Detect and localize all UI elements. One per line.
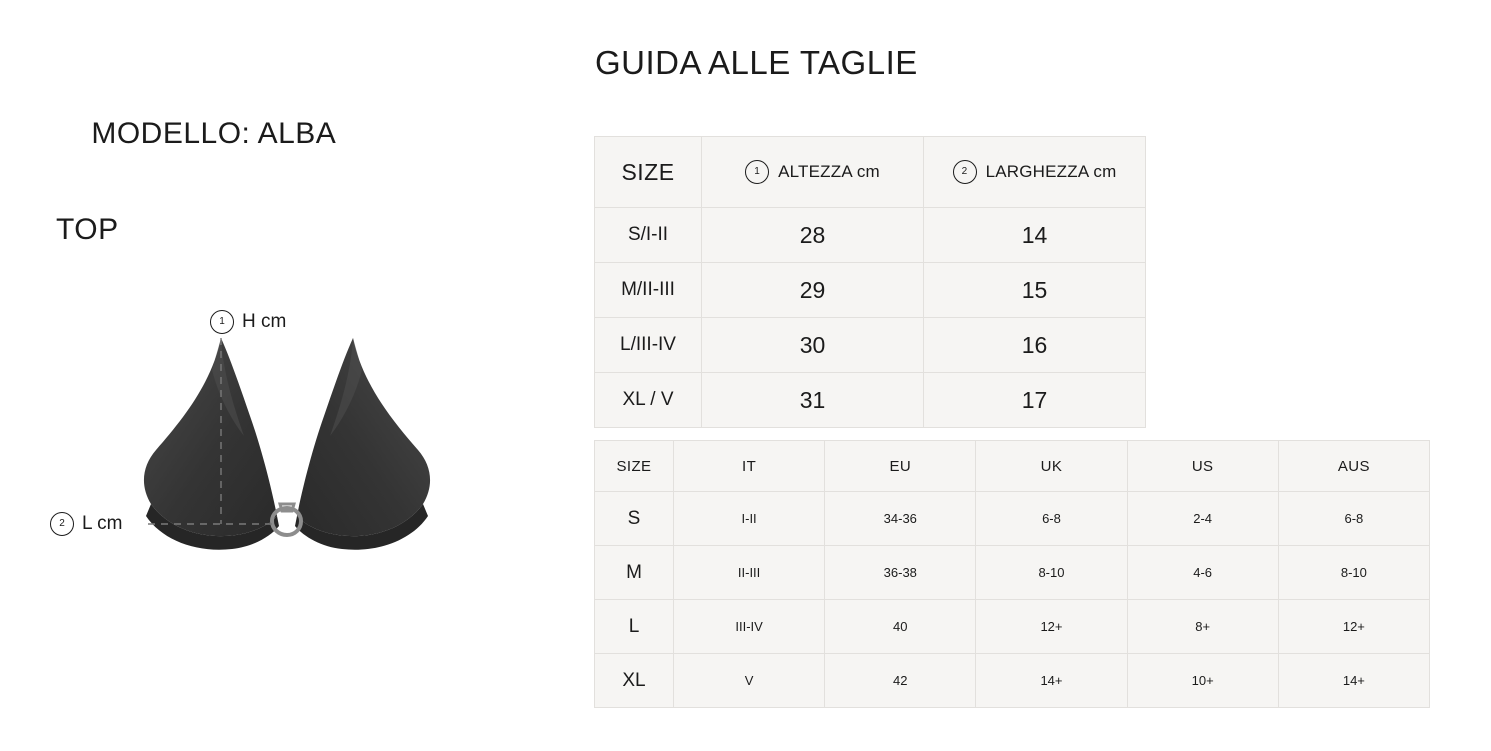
- header-marker-2-icon: 2: [953, 160, 977, 184]
- table-row: [595, 263, 1146, 318]
- header-size: SIZE: [595, 441, 674, 492]
- cell-it: I-II: [674, 492, 825, 546]
- cell-us: 10+: [1127, 654, 1278, 708]
- cell-altezza: 31: [702, 373, 924, 428]
- cell-altezza: 29: [702, 263, 924, 318]
- cell-us: 4-6: [1127, 546, 1278, 600]
- callout-width: [50, 512, 122, 536]
- cell-size: S: [595, 492, 674, 546]
- cell-aus: 12+: [1278, 600, 1429, 654]
- cell-size: L: [595, 600, 674, 654]
- left-cup: [144, 338, 277, 536]
- product-info-panel: [0, 0, 580, 751]
- cell-aus: 14+: [1278, 654, 1429, 708]
- cell-larghezza: 15: [924, 263, 1146, 318]
- cell-eu: 42: [825, 654, 976, 708]
- table-row: [595, 492, 1430, 546]
- cell-uk: 6-8: [976, 492, 1127, 546]
- header-it: IT: [674, 441, 825, 492]
- measurements-table-body: [595, 208, 1146, 428]
- table-row: [595, 208, 1146, 263]
- cell-larghezza: 17: [924, 373, 1146, 428]
- table-header-row: [595, 137, 1146, 208]
- cell-uk: 12+: [976, 600, 1127, 654]
- cell-size: M: [595, 546, 674, 600]
- garment-illustration: [40, 290, 500, 610]
- header-uk: UK: [976, 441, 1127, 492]
- table-row: [595, 546, 1430, 600]
- conversion-table-head: [595, 441, 1430, 492]
- header-altezza: [702, 137, 924, 208]
- conversion-table-body: [595, 492, 1430, 708]
- cell-aus: 8-10: [1278, 546, 1429, 600]
- callout-width-label: L cm: [82, 513, 123, 534]
- cell-larghezza: 14: [924, 208, 1146, 263]
- cell-uk: 8-10: [976, 546, 1127, 600]
- header-us: US: [1127, 441, 1278, 492]
- page-title: GUIDA ALLE TAGLIE: [595, 44, 918, 81]
- cell-it: III-IV: [674, 600, 825, 654]
- table-row: [595, 373, 1146, 428]
- size-conversion-table: [594, 440, 1430, 708]
- model-name: MODELLO: ALBA: [91, 117, 337, 150]
- cell-it: V: [674, 654, 825, 708]
- cell-us: 8+: [1127, 600, 1278, 654]
- cell-size: XL: [595, 654, 674, 708]
- measurements-table-head: [595, 137, 1146, 208]
- garment-type: TOP: [56, 213, 119, 246]
- callout-height: [210, 310, 286, 334]
- table-row: [595, 318, 1146, 373]
- table-header-row: [595, 441, 1430, 492]
- cell-us: 2-4: [1127, 492, 1278, 546]
- cell-size: XL / V: [595, 373, 702, 428]
- header-eu: EU: [825, 441, 976, 492]
- cell-larghezza: 16: [924, 318, 1146, 373]
- cell-altezza: 30: [702, 318, 924, 373]
- cell-eu: 40: [825, 600, 976, 654]
- cell-size: M/II-III: [595, 263, 702, 318]
- header-larghezza-label: LARGHEZZA cm: [985, 162, 1117, 181]
- table-row: [595, 600, 1430, 654]
- cell-size: L/III-IV: [595, 318, 702, 373]
- right-cup: [297, 338, 430, 536]
- size-guide-panel: [580, 0, 1491, 751]
- cell-eu: 34-36: [825, 492, 976, 546]
- cell-it: II-III: [674, 546, 825, 600]
- header-marker-1-icon: 1: [745, 160, 769, 184]
- cell-altezza: 28: [702, 208, 924, 263]
- callout-marker-2-icon: 2: [50, 512, 74, 536]
- cell-eu: 36-38: [825, 546, 976, 600]
- cell-size: S/I-II: [595, 208, 702, 263]
- measurements-table: [594, 136, 1146, 428]
- callout-marker-1-icon: 1: [210, 310, 234, 334]
- header-larghezza: [924, 137, 1146, 208]
- cell-aus: 6-8: [1278, 492, 1429, 546]
- bikini-top-illustration: [40, 290, 500, 610]
- header-altezza-label: ALTEZZA cm: [778, 162, 880, 181]
- cell-uk: 14+: [976, 654, 1127, 708]
- table-row: [595, 654, 1430, 708]
- header-aus: AUS: [1278, 441, 1429, 492]
- callout-height-label: H cm: [242, 311, 287, 332]
- header-size: SIZE: [595, 137, 702, 208]
